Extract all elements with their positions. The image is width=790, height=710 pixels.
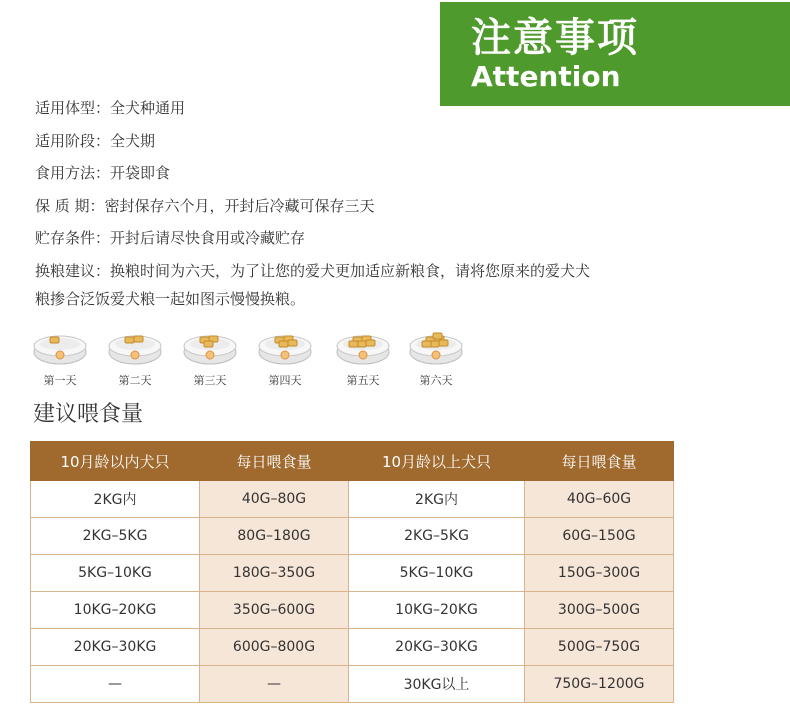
- banner-title-en: Attention: [471, 60, 621, 93]
- bowl-icon: [333, 322, 393, 370]
- bowl-day-4: [255, 322, 315, 390]
- bowl-icon: [30, 322, 90, 370]
- table-cell: 2KG内: [349, 481, 525, 518]
- kibble-piece: [366, 340, 375, 346]
- table-cell: 5KG–10KG: [31, 555, 200, 592]
- bowl-label: 第六天: [419, 374, 453, 387]
- bowl-label: 第一天: [43, 374, 77, 387]
- table-row: [31, 666, 674, 703]
- table-cell: 40G–80G: [200, 481, 349, 518]
- feeding-table: [30, 441, 674, 703]
- header-daily-amount: 每日喂食量: [200, 442, 349, 481]
- table-cell: 300G–500G: [525, 592, 674, 629]
- banner-title-cn: 注意事项: [471, 15, 639, 61]
- feeding-section-title: 建议喂食量: [33, 402, 144, 427]
- bowl-label: 第二天: [118, 374, 152, 387]
- header-daily-amount: 每日喂食量: [525, 442, 674, 481]
- table-cell: 350G–600G: [200, 592, 349, 629]
- table-cell: —: [31, 666, 200, 703]
- table-cell: 180G–350G: [200, 555, 349, 592]
- bowl-day-5: [333, 322, 393, 390]
- bowl-icon: [255, 322, 315, 370]
- table-cell: 600G–800G: [200, 629, 349, 666]
- table-cell: 2KG–5KG: [349, 518, 525, 555]
- kibble-piece: [50, 337, 59, 343]
- kibble-piece: [433, 333, 442, 339]
- table-cell: 80G–180G: [200, 518, 349, 555]
- table-row: [31, 592, 674, 629]
- kibble-piece: [422, 341, 431, 347]
- bowl-label: 第三天: [193, 374, 227, 387]
- table-row: [31, 555, 674, 592]
- info-line-body-type: 适用体型：全犬种通用: [35, 99, 186, 117]
- table-cell: 750G–1200G: [525, 666, 674, 703]
- table-cell: —: [200, 666, 349, 703]
- kibble-piece: [349, 341, 358, 347]
- table-cell: 60G–150G: [525, 518, 674, 555]
- kibble-piece: [204, 341, 213, 347]
- table-cell: 20KG–30KG: [31, 629, 200, 666]
- table-cell: 30KG以上: [349, 666, 525, 703]
- info-line-usage: 食用方法：开袋即食: [35, 164, 171, 182]
- kibble-piece: [288, 340, 297, 346]
- table-cell: 2KG内: [31, 481, 200, 518]
- info-line-shelf-life: 保 质 期：密封保存六个月，开封后冷藏可保存三天: [35, 196, 375, 215]
- table-cell: 2KG–5KG: [31, 518, 200, 555]
- bowl-day-3: [180, 322, 240, 390]
- bowl-day-2: [105, 322, 165, 390]
- table-cell: 20KG–30KG: [349, 629, 525, 666]
- kibble-piece: [134, 336, 143, 342]
- bowl-label: 第五天: [346, 374, 380, 387]
- kibble-piece: [279, 341, 288, 347]
- info-line-stage: 适用阶段：全犬期: [35, 131, 156, 150]
- table-cell: 10KG–20KG: [349, 592, 525, 629]
- bowl-day-1: [30, 322, 90, 390]
- table-cell: 10KG–20KG: [31, 592, 200, 629]
- table-cell: 5KG–10KG: [349, 555, 525, 592]
- bowl-icon: [180, 322, 240, 370]
- bowl-icon: [105, 322, 165, 370]
- info-line-storage: 贮存条件：开封后请尽快食用或冷藏贮存: [35, 229, 306, 247]
- header-over-10-months: 10月龄以上犬只: [349, 442, 525, 481]
- table-cell: 500G–750G: [525, 629, 674, 666]
- attention-banner: [440, 2, 790, 106]
- table-row: [31, 629, 674, 666]
- header-under-10-months: 10月龄以内犬只: [31, 442, 200, 481]
- bowl-icon: [406, 322, 466, 370]
- table-header-row: [31, 442, 674, 481]
- kibble-piece: [439, 340, 448, 346]
- product-info: [35, 96, 735, 320]
- bowl-label: 第四天: [268, 374, 302, 387]
- bowl-day-6: [406, 322, 466, 390]
- info-line-switch-advice-cont: 粮掺合泛饭爱犬粮一起如图示慢慢换粮。: [35, 290, 306, 308]
- food-transition-bowls: [30, 322, 480, 392]
- table-cell: 150G–300G: [525, 555, 674, 592]
- kibble-piece: [125, 337, 134, 343]
- table-row: [31, 481, 674, 518]
- table-cell: 40G–60G: [525, 481, 674, 518]
- info-line-switch-advice: 换粮建议：换粮时间为六天，为了让您的爱犬更加适应新粮食，请将您原来的爱犬犬: [35, 261, 591, 280]
- table-row: [31, 518, 674, 555]
